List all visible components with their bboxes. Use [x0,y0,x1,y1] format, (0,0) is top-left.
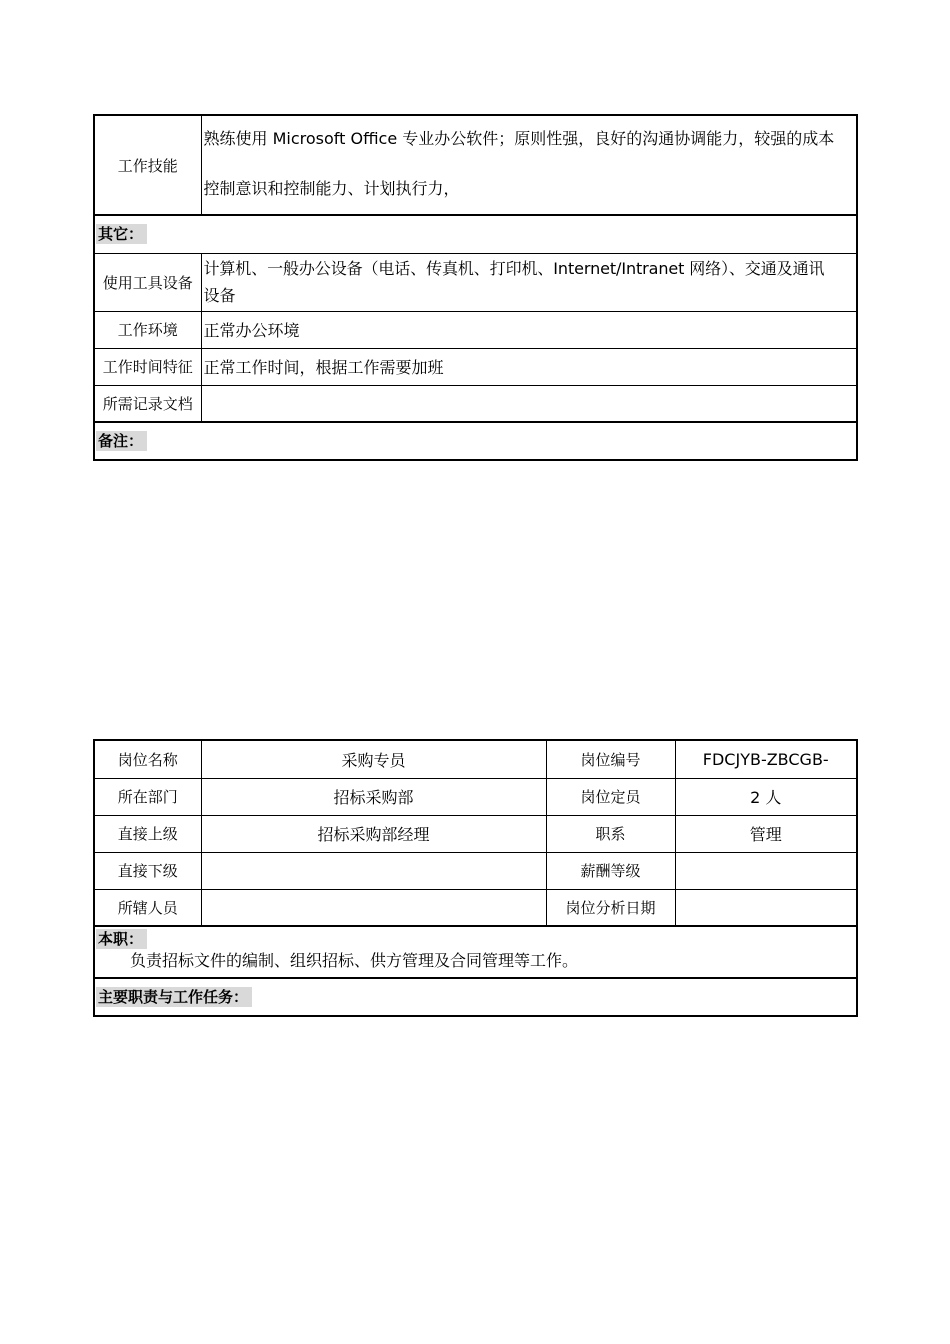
info-row-subordinate [94,852,857,889]
skills-line-2: 控制意识和控制能力、计划执行力， [203,179,460,198]
work-time-value: 正常工作时间，根据工作需要加班 [201,348,857,385]
info-row-position [94,740,857,778]
department-label: 所在部门 [94,778,201,815]
tools-line-1: 计算机、一般办公设备（电话、传真机、打印机、Internet/Intranet 网络）、交通及通讯 [203,259,825,278]
salary-grade-value [675,852,857,889]
staff-label: 所辖人员 [94,889,201,926]
tasks-row [94,978,857,1016]
duty-cell [94,926,857,978]
skills-value [201,115,857,215]
department-value: 招标采购部 [201,778,546,815]
info-row-supervisor [94,815,857,852]
job-info-table [93,739,858,1017]
job-family-label: 职系 [546,815,675,852]
work-time-label: 工作时间特征 [94,348,201,385]
remarks-header-cell [94,422,857,460]
environment-row [94,311,857,348]
skills-line-1: 熟练使用 Microsoft Office 专业办公软件；原则性强，良好的沟通协调能力，较强的成本 [203,129,835,148]
analysis-date-value [675,889,857,926]
headcount-label: 岗位定员 [546,778,675,815]
position-code-value: FDCJYB-ZBCGB- [675,740,857,778]
position-name-value: 采购专员 [201,740,546,778]
headcount-value: 2 人 [675,778,857,815]
records-label: 所需记录文档 [94,385,201,422]
skills-label: 工作技能 [94,115,201,215]
remarks-header: 备注： [96,431,147,451]
analysis-date-label: 岗位分析日期 [546,889,675,926]
skills-row [94,115,857,215]
other-header: 其它： [96,224,147,244]
duty-text: 负责招标文件的编制、组织招标、供方管理及合同管理等工作。 [130,951,579,970]
work-time-row [94,348,857,385]
job-family-value: 管理 [675,815,857,852]
environment-label: 工作环境 [94,311,201,348]
remarks-row [94,422,857,460]
info-row-staff [94,889,857,926]
records-value [201,385,857,422]
supervisor-label: 直接上级 [94,815,201,852]
tools-value [201,253,857,311]
duty-row [94,926,857,978]
subordinate-label: 直接下级 [94,852,201,889]
job-requirements-table [93,114,858,461]
position-code-label: 岗位编号 [546,740,675,778]
environment-value: 正常办公环境 [201,311,857,348]
other-row [94,215,857,253]
position-name-label: 岗位名称 [94,740,201,778]
tools-line-2: 设备 [203,286,236,305]
subordinate-value [201,852,546,889]
supervisor-value: 招标采购部经理 [201,815,546,852]
tools-label: 使用工具设备 [94,253,201,311]
duty-header: 本职： [96,929,147,949]
info-row-department [94,778,857,815]
tasks-header-cell [94,978,857,1016]
other-header-cell [94,215,857,253]
salary-grade-label: 薪酬等级 [546,852,675,889]
tools-row [94,253,857,311]
tasks-header: 主要职责与工作任务： [96,987,252,1007]
records-row [94,385,857,422]
staff-value [201,889,546,926]
